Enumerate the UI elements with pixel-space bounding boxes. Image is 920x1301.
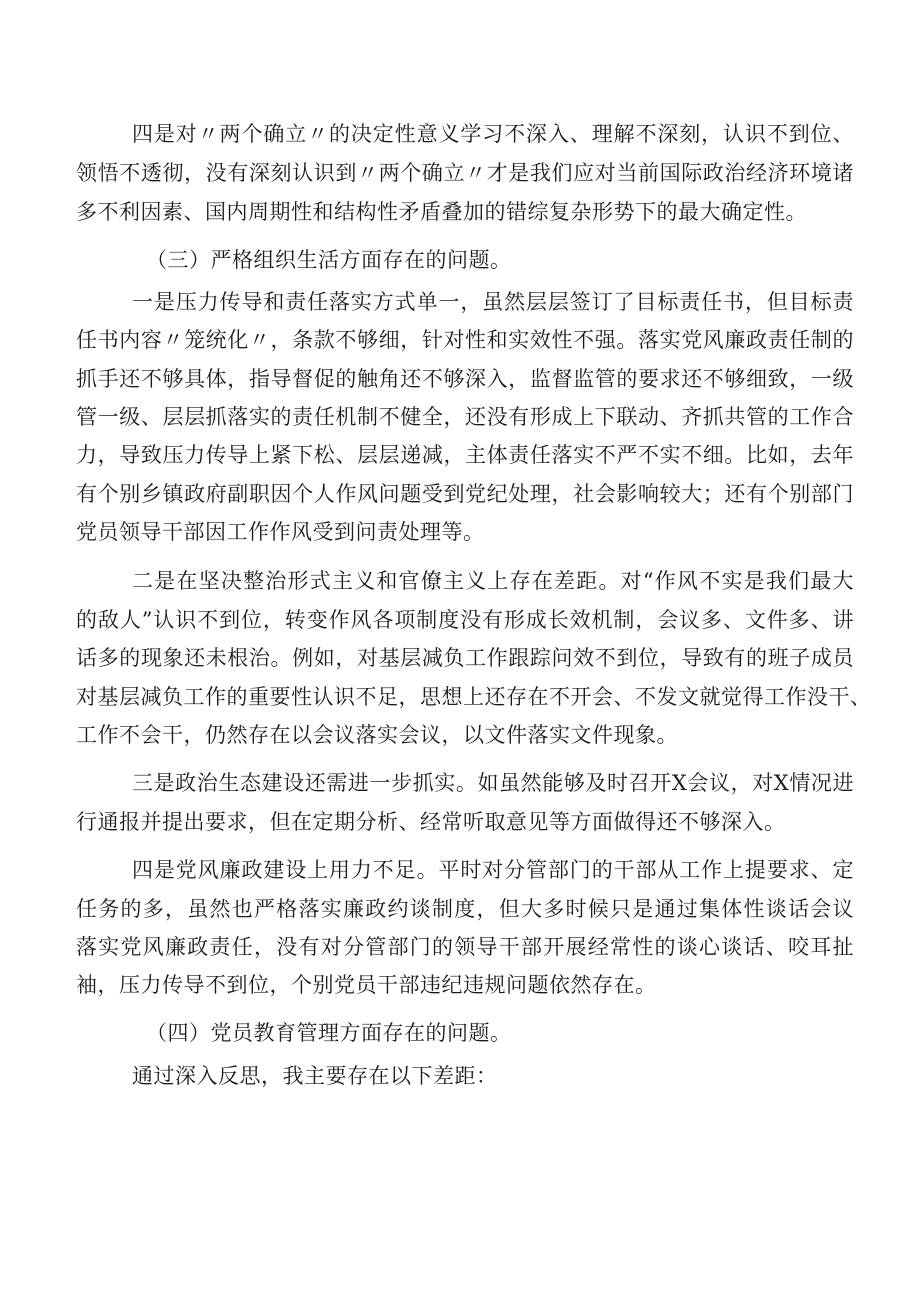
paragraph-5-line-1: 四是党风廉政建设上用力不足。平时对分管部门的干部从工作上提要求、定 xyxy=(132,858,854,882)
paragraph-2-line-1: 一是压力传导和责任落实方式单一，虽然层层签订了目标责任书，但目标责 xyxy=(132,290,854,314)
paragraph-4-line-2: 行通报并提出要求，但在定期分析、经常听取意见等方面做得还不够深入。 xyxy=(76,810,786,834)
paragraph-2-line-2: 任书内容〃笼统化〃，条款不够细，针对性和实效性不强。落实党风廉政责任制的 xyxy=(76,328,854,352)
paragraph-2-line-5: 力，导致压力传导上紧下松、层层递减，主体责任落实不严不实不细。比如，去年 xyxy=(76,443,854,467)
paragraph-5-line-2: 任务的多，虽然也严格落实廉政约谈制度，但大多时候只是通过集体性谈话会议 xyxy=(76,897,854,921)
paragraph-2-line-6: 有个别乡镇政府副职因个人作风问题受到党纪处理，社会影响较大；还有个别部门 xyxy=(76,482,854,506)
paragraph-3-line-1: 二是在坚决整治形式主义和官僚主义上存在差距。对“作风不实是我们最大 xyxy=(132,569,854,593)
paragraph-1-line-2: 领悟不透彻，没有深刻认识到〃两个确立〃才是我们应对当前国际政治经济环境诸 xyxy=(76,161,854,185)
paragraph-2-line-3: 抓手还不够具体，指导督促的触角还不够深入，监督监管的要求还不够细致，一级 xyxy=(76,367,854,391)
paragraph-1-line-3: 多不利因素、国内周期性和结构性矛盾叠加的错综复杂形势下的最大确定性。 xyxy=(76,200,807,224)
paragraph-1-line-1: 四是对〃两个确立〃的决定性意义学习不深入、理解不深刻，认识不到位、 xyxy=(132,122,854,146)
paragraph-2-line-7: 党员领导干部因工作作风受到问责处理等。 xyxy=(76,520,485,544)
paragraph-5-line-4: 袖，压力传导不到位，个别党员干部违纪违规问题依然存在。 xyxy=(76,973,657,997)
paragraph-5-line-3: 落实党风廉政责任，没有对分管部门的领导干部开展经常性的谈心谈话、咬耳扯 xyxy=(76,935,854,959)
paragraph-3-line-5: 工作不会干，仍然存在以会议落实会议，以文件落实文件现象。 xyxy=(76,723,678,747)
paragraph-4-line-1: 三是政治生态建设还需进一步抓实。如虽然能够及时召开X会议，对X情况进 xyxy=(132,771,854,795)
paragraph-2-line-4: 管一级、层层抓落实的责任机制不健全，还没有形成上下联动、齐抓共管的工作合 xyxy=(76,405,854,429)
paragraph-6-line-1: 通过深入反思，我主要存在以下差距： xyxy=(132,1064,498,1088)
paragraph-3-line-2: 的敌人”认识不到位，转变作风各项制度没有形成长效机制，会议多、文件多、讲 xyxy=(76,608,854,632)
paragraph-3-line-4: 对基层减负工作的重要性认识不足，思想上还存在不开会、不发文就觉得工作没干、 xyxy=(76,685,872,709)
section-heading-4: （四）党员教育管理方面存在的问题。 xyxy=(146,1021,512,1045)
section-heading-3: （三）严格组织生活方面存在的问题。 xyxy=(146,248,512,272)
paragraph-3-line-3: 话多的现象还未根治。例如，对基层减负工作跟踪问效不到位，导致有的班子成员 xyxy=(76,646,854,670)
